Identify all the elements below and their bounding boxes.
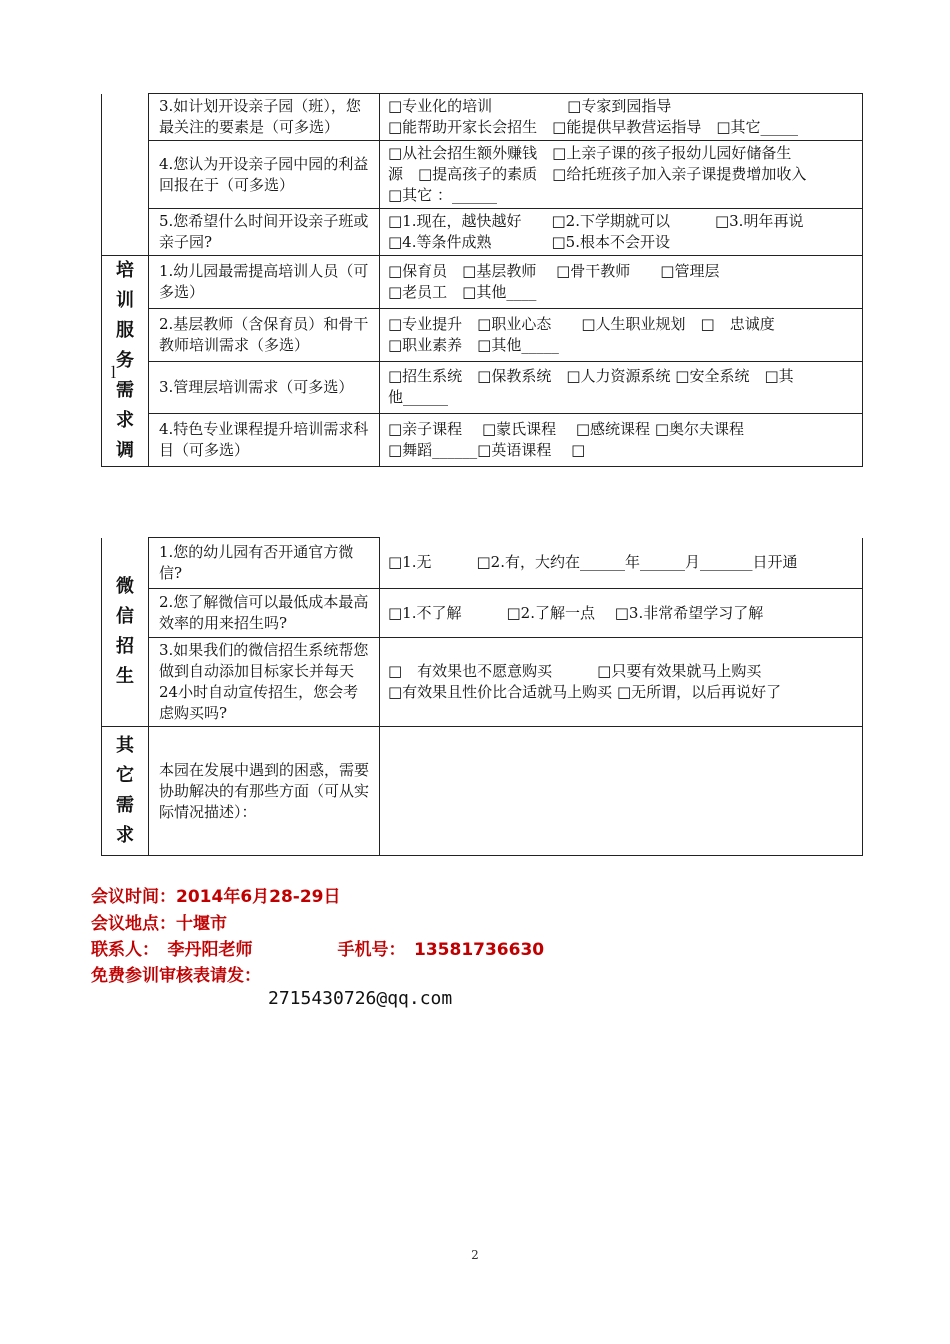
- question-cell: 3.如计划开设亲子园（班），您最关注的要素是（可多选）: [149, 94, 380, 141]
- option-line[interactable]: □专业化的培训 □专家到园指导: [388, 97, 672, 115]
- answer-cell[interactable]: [380, 414, 863, 467]
- question-cell: 2.您了解微信可以最低成本最高效率的用来招生吗?: [149, 589, 380, 638]
- option-line[interactable]: □保育员 □基层教师 □骨干教师 □管理层: [388, 261, 720, 280]
- question-cell: 3.管理层培训需求（可多选）: [149, 361, 380, 414]
- free-text-answer[interactable]: [380, 727, 863, 856]
- option-line[interactable]: □老员工 □其他____: [388, 282, 537, 301]
- category-other: [102, 727, 149, 856]
- answer-cell[interactable]: [380, 589, 863, 638]
- option-line[interactable]: □能帮助开家长会招生 □能提供早教营运指导 □其它_____: [388, 118, 799, 136]
- option-line[interactable]: □招生系统 □保教系统 □人力资源系统 □安全系统 □其: [388, 367, 794, 386]
- category-label: 培训服务需求调: [116, 260, 134, 461]
- category-wechat: [102, 538, 149, 727]
- option-line[interactable]: □其它 ：______: [388, 186, 497, 204]
- answer-cell[interactable]: [380, 361, 863, 414]
- question-cell: 4.特色专业课程提升培训需求科目（可多选）: [149, 414, 380, 467]
- option-line[interactable]: □1.现在，越快越好 □2.下学期就可以 □3.明年再说: [388, 212, 804, 230]
- question-cell: 1.幼儿园最需提高培训人员（可多选）: [149, 256, 380, 309]
- answer-cell[interactable]: [380, 256, 863, 309]
- option-line[interactable]: □4.等条件成熟 □5.根本不会开设: [388, 233, 670, 251]
- option-line[interactable]: □专业提升 □职业心态 □人生职业规划 □ 忠诚度: [388, 314, 775, 333]
- option-line[interactable]: □ 有效果也不愿意购买 □只要有效果就马上购买: [388, 662, 762, 680]
- category-training: [102, 256, 149, 467]
- question-cell: 2.基层教师（含保育员）和骨干教师培训需求（多选）: [149, 308, 380, 361]
- answer-cell[interactable]: [380, 638, 863, 727]
- page-number: 2: [471, 1248, 479, 1262]
- option-line[interactable]: 源 □提高孩子的素质 □给托班孩子加入亲子课提费增加收入: [388, 165, 807, 183]
- category-label: 其它需求: [116, 735, 134, 846]
- survey-table-bottom: [101, 537, 863, 856]
- option-line[interactable]: □有效果且性价比合适就马上购买 □无所谓，以后再说好了: [388, 683, 782, 701]
- meeting-time: 会议时间：2014年6月28-29日: [91, 887, 341, 907]
- answer-cell[interactable]: [380, 209, 863, 256]
- cursor-marker: ｌ: [106, 364, 122, 382]
- category-label: 微信招生: [116, 575, 134, 687]
- apply-instruction: 免费参训审核表请发：: [91, 966, 261, 986]
- survey-table-top: [101, 93, 863, 467]
- contact-info: 联系人： 李丹阳老师 手机号： 13581736630: [91, 940, 545, 960]
- option-line[interactable]: 他______: [388, 388, 449, 407]
- answer-cell[interactable]: [380, 308, 863, 361]
- question-cell: 本园在发展中遇到的困惑，需要协助解决的有那些方面（可从实际情况描述）：: [149, 727, 380, 856]
- option-line[interactable]: □舞蹈______□英语课程 □: [388, 441, 586, 460]
- category-cell-blank: [102, 94, 149, 256]
- answer-cell[interactable]: [380, 538, 863, 589]
- option-line[interactable]: □亲子课程 □蒙氏课程 □感统课程 □奥尔夫课程: [388, 420, 744, 439]
- option-line[interactable]: □1.无 □2.有，大约在______年______月_______日开通: [388, 553, 798, 572]
- option-line[interactable]: □1.不了解 □2.了解一点 □3.非常希望学习了解: [388, 603, 764, 622]
- question-cell: 5.您希望什么时间开设亲子班或亲子园?: [149, 209, 380, 256]
- answer-cell[interactable]: [380, 141, 863, 209]
- meeting-place: 会议地点：十堰市: [91, 914, 227, 934]
- question-cell: 4.您认为开设亲子园中园的利益回报在于（可多选）: [149, 141, 380, 209]
- option-line[interactable]: □职业素养 □其他_____: [388, 335, 559, 354]
- answer-cell[interactable]: [380, 94, 863, 141]
- option-line[interactable]: □从社会招生额外赚钱 □上亲子课的孩子报幼儿园好储备生: [388, 144, 792, 162]
- question-cell: 3.如果我们的微信招生系统帮您做到自动添加目标家长并每天24小时自动宣传招生，您会考虑购买吗?: [149, 638, 380, 727]
- question-cell: 1.您的幼儿园有否开通官方微信?: [149, 538, 380, 589]
- email-link[interactable]: 2715430726@qq.com: [268, 988, 453, 1009]
